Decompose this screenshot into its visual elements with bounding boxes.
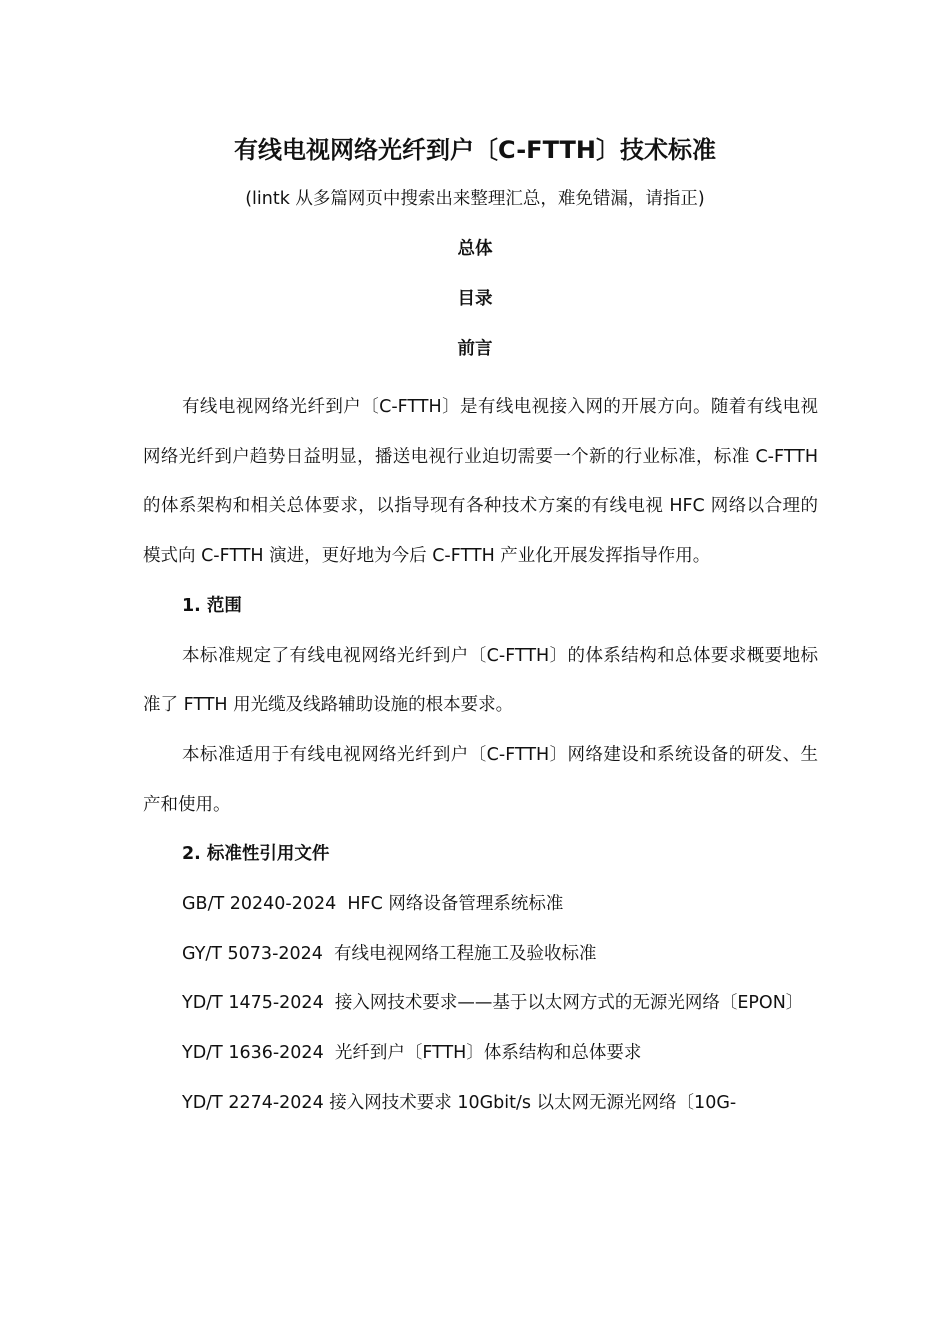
reference-item: GB/T 20240-2024 HFC 网络设备管理系统标准 [182, 894, 564, 915]
heading-toc: 目录 [457, 289, 493, 309]
document-body [143, 383, 818, 1129]
section-1-paragraph: 本标准适用于有线电视网络光纤到户〔C-FTTH〕网络建设和系统设备的研发、生产和使用。 [143, 744, 818, 815]
reference-item: YD/T 1636-2024 光纤到户〔FTTH〕体系结构和总体要求 [182, 1043, 642, 1064]
document-title: 有线电视网络光纤到户〔C-FTTH〕技术标准 [234, 136, 716, 164]
section-2-heading: 2. 标准性引用文件 [182, 844, 330, 865]
section-1-paragraph: 本标准规定了有线电视网络光纤到户〔C-FTTH〕的体系结构和总体要求概要地标准了 FTTH 用光缆及线路辅助设施的根本要求。 [143, 645, 818, 716]
section-1-heading: 1. 范围 [182, 595, 242, 616]
reference-item: GY/T 5073-2024 有线电视网络工程施工及验收标准 [182, 943, 597, 964]
reference-item: YD/T 2274-2024 接入网技术要求 10Gbit/s 以太网无源光网络〔10G- [182, 1092, 737, 1113]
heading-overall: 总体 [457, 239, 493, 259]
heading-preface: 前言 [457, 339, 493, 359]
document-subtitle: (lintk 从多篇网页中搜索出来整理汇总，难免错漏，请指正) [245, 189, 705, 209]
reference-item: YD/T 1475-2024 接入网技术要求——基于以太网方式的无源光网络〔EPON〕 [182, 993, 804, 1014]
preface-paragraph: 有线电视网络光纤到户〔C-FTTH〕是有线电视接入网的开展方向。随着有线电视网络光纤到户趋势日益明显，播送电视行业迫切需要一个新的行业标准，标准 C-FTTH 的体系架构和相关总体要求，以指导现有各种技术方案的有线电视 HFC 网络以合理的模式向 C-FTTH 演进，更好地为今后 C-FTTH 产业化开展发挥指导作用。 [143, 397, 818, 567]
